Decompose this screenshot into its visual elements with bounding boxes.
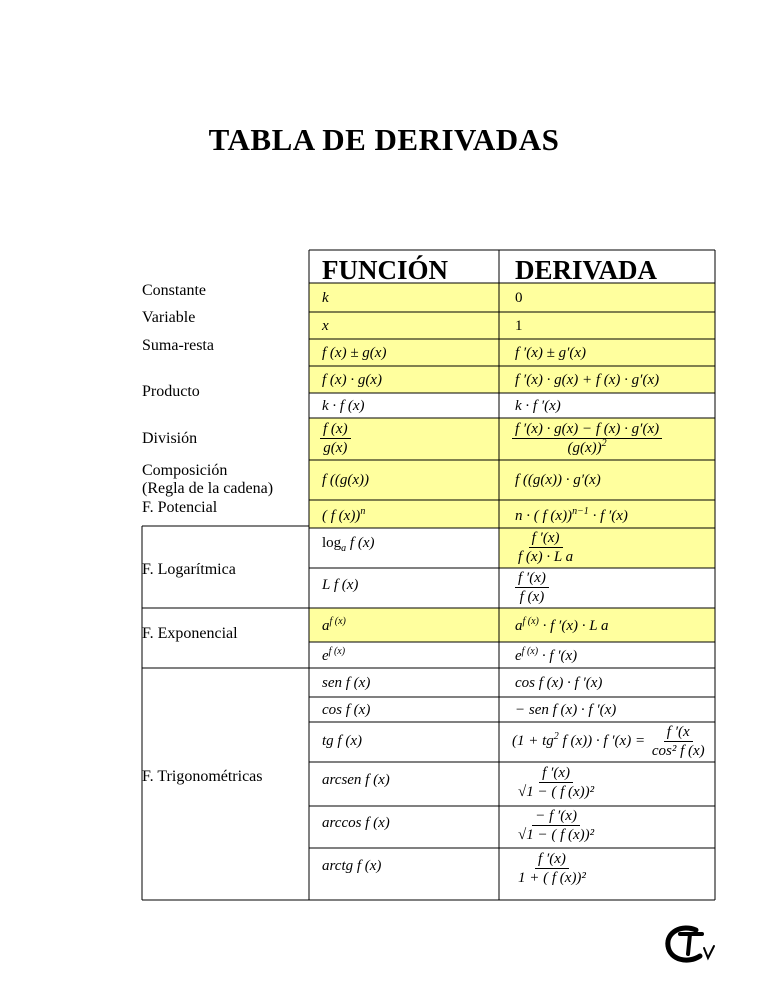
- category-composicion: Composición: [142, 462, 228, 479]
- logo-icon: [662, 924, 718, 966]
- header-funcion: FUNCIÓN: [322, 255, 448, 285]
- func-tg: tg f (x): [322, 733, 362, 749]
- func-potencial: ( f (x))$^n$: [322, 506, 366, 524]
- deriv-division: $\frac{f '(x) \cdot g(x) - f (x) \cdot g'(x)}{(g(x))^2}$: [512, 421, 662, 456]
- deriv-sen: cos f (x) · f ′(x): [515, 675, 603, 691]
- deriv-suma-resta: f ′(x) ± g′(x): [515, 345, 587, 361]
- category-trigonometricas: F. Trigonométricas: [142, 768, 263, 785]
- header-derivada: DERIVADA: [515, 255, 658, 285]
- func-division: $\frac{f (x)}{g(x)}$: [320, 421, 351, 456]
- func-log-n: L f (x): [322, 577, 359, 593]
- deriv-log-n: $\frac{f '(x)}{f (x)}$: [515, 570, 549, 605]
- highlight-potencial: [309, 500, 715, 528]
- deriv-exp-e: $e^{f (x)} \cdot f$ ′(x): [515, 646, 578, 664]
- category-composicion-sub: (Regla de la cadena): [142, 480, 274, 497]
- func-arctg: arctg f (x): [322, 858, 382, 874]
- func-constante: k: [322, 290, 329, 306]
- deriv-constante: 0: [515, 290, 523, 306]
- category-exponencial: F. Exponencial: [142, 625, 238, 642]
- highlight-exponencial: [309, 608, 715, 642]
- highlight-constante: [309, 283, 715, 312]
- highlight-variable: [309, 312, 715, 339]
- deriv-variable: 1: [515, 318, 523, 334]
- func-arccos: arccos f (x): [322, 815, 390, 831]
- func-exp-e: $e^{f (x)}$: [322, 646, 346, 664]
- deriv-producto: f ′(x) · g(x) + f (x) · g′(x): [515, 372, 660, 388]
- deriv-log-a: $\frac{f '(x)}{\text{f (x) · L a}}$: [518, 530, 574, 565]
- func-sen: sen f (x): [322, 675, 371, 691]
- func-arcsen: arcsen f (x): [322, 772, 390, 788]
- deriv-arcsen: $\frac{f '(x)}{\text{√1 − ( f (x))²}}$: [518, 765, 595, 800]
- func-cos: cos f (x): [322, 702, 371, 718]
- func-log-a: $\log_a f$ (x): [322, 535, 375, 554]
- category-producto: Producto: [142, 383, 200, 400]
- func-producto-k: k · f (x): [322, 398, 365, 414]
- deriv-arccos: $\frac{- f '(x)}{\text{√1 − ( f (x))²}}$: [518, 808, 595, 843]
- deriv-exp-a: $a^{f (x)} \cdot f$ ′(x) · L a: [515, 616, 609, 634]
- func-suma-resta: f (x) ± g(x): [322, 345, 387, 361]
- deriv-composicion: f ((g(x)) · g′(x): [515, 472, 601, 488]
- deriv-producto-k: k · f ′(x): [515, 398, 561, 414]
- func-producto: f (x) · g(x): [322, 372, 382, 388]
- func-variable: x: [322, 318, 329, 334]
- deriv-tg: ($1 + tg^2$ f (x)) · f ′(x) = $\frac{f '(x}{\text{cos² f (x)}}$: [512, 724, 705, 759]
- category-division: División: [142, 430, 198, 447]
- deriv-potencial: n · ( f (x))$^{n-1}$ · f ′(x): [515, 506, 628, 524]
- deriv-arctg: $\frac{f '(x)}{\text{1 + ( f (x))²}}$: [518, 851, 586, 886]
- page-title: TABLA DE DERIVADAS: [208, 122, 560, 157]
- category-suma-resta: Suma-resta: [142, 337, 214, 354]
- func-composicion: f ((g(x)): [322, 472, 370, 488]
- category-logaritmica: F. Logarítmica: [142, 561, 236, 578]
- deriv-cos: − sen f (x) · f ′(x): [515, 702, 617, 718]
- category-variable: Variable: [142, 309, 196, 326]
- highlight-composicion: [309, 460, 715, 500]
- category-constante: Constante: [142, 282, 206, 299]
- category-potencial: F. Potencial: [142, 499, 218, 516]
- func-exp-a: $a^{f (x)}$: [322, 616, 346, 634]
